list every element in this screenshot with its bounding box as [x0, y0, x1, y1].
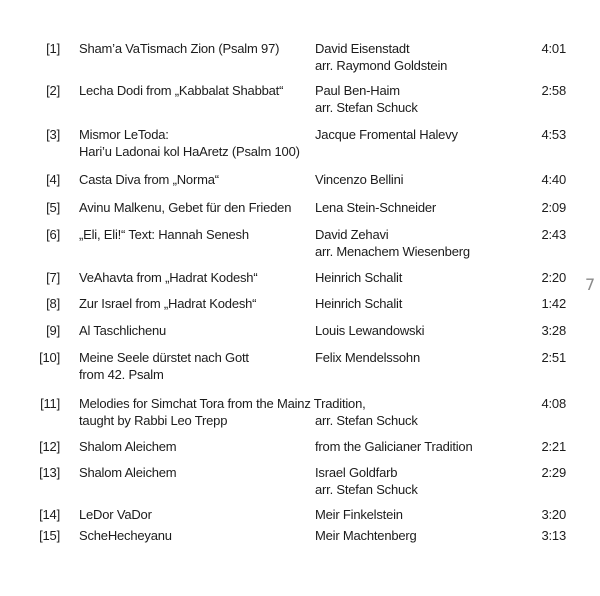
track-composer: Meir Finkelstein [315, 507, 403, 522]
track-title: Avinu Malkenu, Gebet für den Frieden [79, 200, 292, 215]
track-duration: 2:09 [541, 200, 566, 215]
track-duration: 4:01 [541, 41, 566, 56]
track-title: Mismor LeToda: Hari’u Ladonai kol HaAretz (Psalm 100) [79, 127, 300, 159]
track-title: Shalom Aleichem [79, 465, 177, 480]
track-row [0, 126, 600, 166]
track-number: [7] [46, 270, 60, 285]
track-composer: arr. Stefan Schuck [315, 413, 418, 428]
track-duration: 2:21 [541, 439, 566, 454]
track-row [0, 269, 600, 289]
track-composer: Lena Stein-Schneider [315, 200, 437, 215]
track-composer: Louis Lewandowski [315, 323, 425, 338]
track-title: Melodies for Simchat Tora from the Mainz Tradition, taught by Rabbi Leo Trepp [79, 396, 366, 428]
track-number: [14] [39, 507, 60, 522]
track-composer: Jacque Fromental Halevy [315, 127, 458, 142]
track-title: „Eli, Eli!“ Text: Hannah Senesh [79, 227, 249, 242]
track-number: [8] [46, 296, 60, 311]
track-title: Zur Israel from „Hadrat Kodesh“ [79, 296, 257, 311]
track-duration: 3:28 [541, 323, 566, 338]
track-number: [9] [46, 323, 60, 338]
track-composer: Vincenzo Bellini [315, 172, 404, 187]
track-row [0, 171, 600, 191]
track-duration: 3:13 [541, 528, 566, 543]
track-number: [11] [40, 396, 60, 411]
track-duration: 4:40 [541, 172, 566, 187]
track-number: [5] [46, 200, 60, 215]
track-composer: Paul Ben-Haim arr. Stefan Schuck [315, 83, 418, 115]
track-row [0, 527, 600, 547]
track-number: [13] [39, 465, 60, 480]
track-composer: Heinrich Schalit [315, 296, 403, 311]
track-row [0, 295, 600, 315]
track-duration: 2:51 [541, 350, 566, 365]
track-composer: David Eisenstadt arr. Raymond Goldstein [315, 41, 448, 73]
track-duration: 4:53 [541, 127, 566, 142]
track-row [0, 322, 600, 342]
track-number: [12] [39, 439, 60, 454]
track-title: LeDor VaDor [79, 507, 152, 522]
track-composer: Israel Goldfarb arr. Stefan Schuck [315, 465, 418, 497]
track-title: Lecha Dodi from „Kabbalat Shabbat“ [79, 83, 284, 98]
track-row [0, 226, 600, 266]
track-title: Casta Diva from „Norma“ [79, 172, 219, 187]
track-duration: 1:42 [541, 296, 566, 311]
track-number: [3] [46, 127, 60, 142]
track-composer: Heinrich Schalit [315, 270, 403, 285]
track-duration: 4:08 [541, 396, 566, 411]
track-composer: David Zehavi arr. Menachem Wiesenberg [315, 227, 470, 259]
track-duration: 2:58 [541, 83, 566, 98]
track-title: Shalom Aleichem [79, 439, 177, 454]
track-title: ScheHecheyanu [79, 528, 172, 543]
track-title: Meine Seele dürstet nach Gott from 42. Psalm [79, 350, 249, 382]
track-row [0, 82, 600, 122]
track-number: [1] [46, 41, 60, 56]
track-row [0, 438, 600, 458]
track-row [0, 395, 600, 435]
track-row [0, 40, 600, 80]
page-number: 7 [585, 275, 596, 294]
track-duration: 2:43 [541, 227, 566, 242]
track-row [0, 349, 600, 389]
track-number: [6] [46, 227, 60, 242]
track-row [0, 199, 600, 219]
track-number: [10] [39, 350, 60, 365]
track-duration: 3:20 [541, 507, 566, 522]
track-duration: 2:20 [541, 270, 566, 285]
track-number: [15] [39, 528, 60, 543]
track-number: [4] [46, 172, 60, 187]
track-title: Al Taschlichenu [79, 323, 167, 338]
track-row [0, 464, 600, 504]
track-composer: from the Galicianer Tradition [315, 439, 473, 454]
track-number: [2] [46, 83, 60, 98]
track-title: VeAhavta from „Hadrat Kodesh“ [79, 270, 258, 285]
track-title: Sham’a VaTismach Zion (Psalm 97) [79, 41, 280, 56]
track-row [0, 506, 600, 526]
track-composer: Meir Machtenberg [315, 528, 417, 543]
track-duration: 2:29 [541, 465, 566, 480]
track-composer: Felix Mendelssohn [315, 350, 420, 365]
